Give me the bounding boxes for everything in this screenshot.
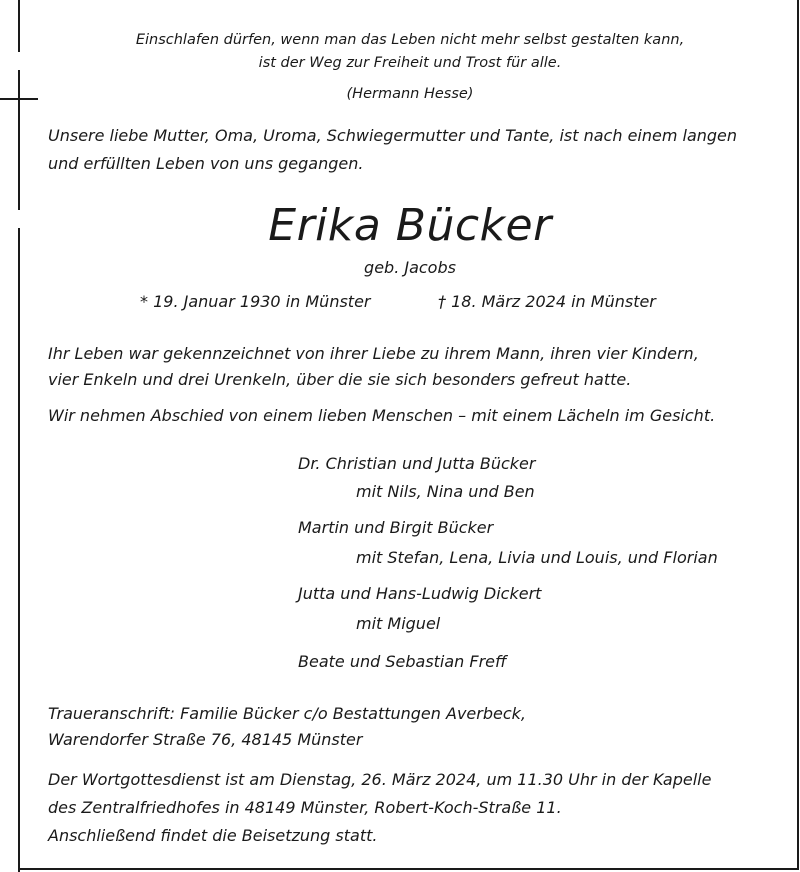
mourner-4-name: Beate und Sebastian Freff xyxy=(298,652,507,671)
tribute-line-2: vier Enkeln und drei Urenkeln, über die sie sich besonders gefreut hatte. xyxy=(48,370,632,389)
intro-line-2: und erfüllten Leben von uns gegangen. xyxy=(48,154,364,173)
tribute-line-1: Ihr Leben war gekennzeichnet von ihrer Liebe zu ihrem Mann, ihren vier Kindern, xyxy=(48,344,699,363)
frame-left-bottom xyxy=(18,228,20,872)
death-date: † 18. März 2024 in Münster xyxy=(438,292,656,311)
deceased-name: Erika Bücker xyxy=(268,200,552,251)
mourner-2-with: mit Stefan, Lena, Livia und Louis, und Florian xyxy=(356,548,718,567)
quote-line-2: ist der Weg zur Freiheit und Trost für alle. xyxy=(258,55,562,71)
address-line-2: Warendorfer Straße 76, 48145 Münster xyxy=(48,730,363,749)
service-line-1: Der Wortgottesdienst ist am Dienstag, 26. März 2024, um 11.30 Uhr in der Kapelle xyxy=(48,770,712,789)
service-line-3: Anschließend findet die Beisetzung statt. xyxy=(48,826,378,845)
tribute-line-3: Wir nehmen Abschied von einem lieben Menschen – mit einem Lächeln im Gesicht. xyxy=(48,406,716,425)
quote-line-1: Einschlafen dürfen, wenn man das Leben nicht mehr selbst gestalten kann, xyxy=(135,32,685,48)
intro-line-1: Unsere liebe Mutter, Oma, Uroma, Schwiegermutter und Tante, ist nach einem langen xyxy=(48,126,738,145)
birth-name: geb. Jacobs xyxy=(364,258,456,277)
mourner-2-name: Martin und Birgit Bücker xyxy=(298,518,494,537)
service-line-2: des Zentralfriedhofes in 48149 Münster, Robert-Koch-Straße 11. xyxy=(48,798,562,817)
birth-date: * 19. Januar 1930 in Münster xyxy=(140,292,371,311)
mourner-3-with: mit Miguel xyxy=(356,614,441,633)
mourner-1-with: mit Nils, Nina und Ben xyxy=(356,482,535,501)
address-line-1: Traueranschrift: Familie Bücker c/o Bestattungen Averbeck, xyxy=(48,704,526,723)
mourner-3-name: Jutta und Hans-Ludwig Dickert xyxy=(298,584,542,603)
mourner-1-name: Dr. Christian und Jutta Bücker xyxy=(298,454,536,473)
quote-author: (Hermann Hesse) xyxy=(346,86,474,102)
